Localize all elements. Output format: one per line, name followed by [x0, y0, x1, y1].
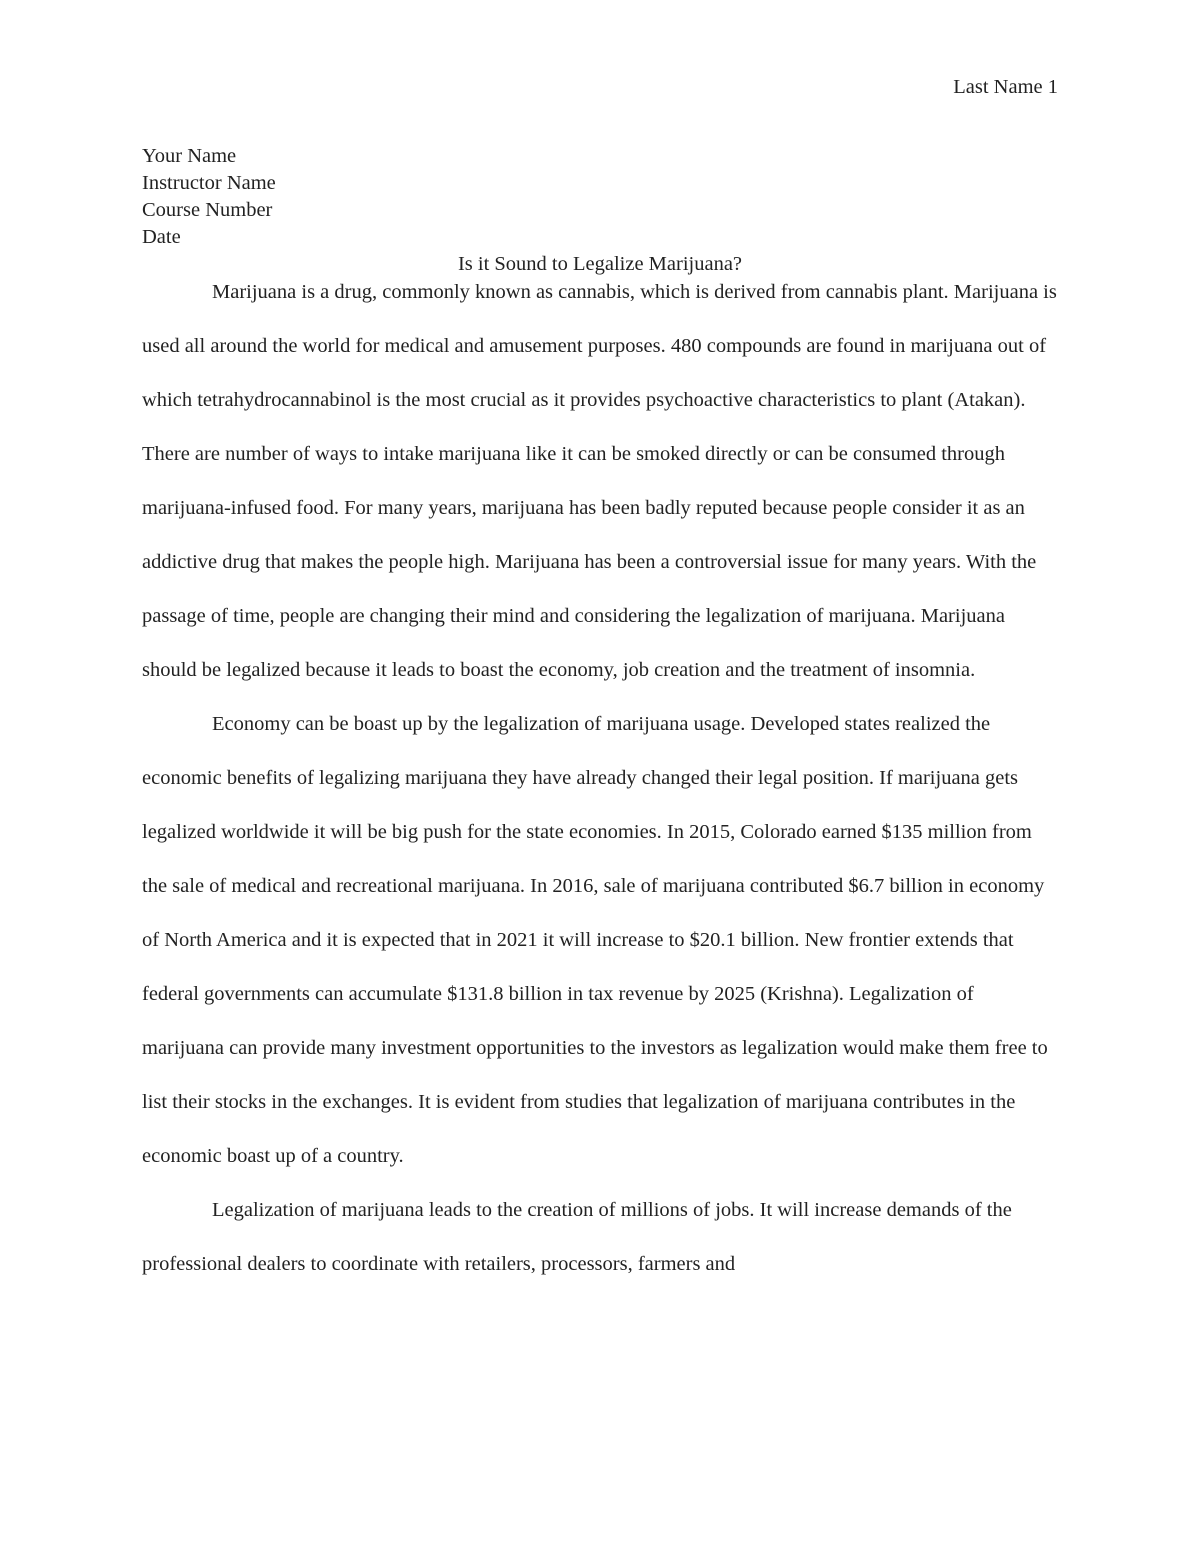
course-number: Course Number [142, 199, 273, 221]
essay-title: Is it Sound to Legalize Marijuana? [457, 253, 743, 275]
body-paragraph-intro: Marijuana is a drug, commonly known as cannabis, which is derived from cannabis plant. Marijuana is used all around the world for medical and amusement purposes. 480 compounds are found in marijuana out of which tetrahydrocannabinol is the most crucial as it provides psychoactive characteristics to plant (Atakan). There are number of ways to intake marijuana like it can be smoked directly or can be consumed through marijuana-infused food. For many years, marijuana has been badly reputed because people consider it as an addictive drug that makes the people high. Marijuana has been a controversial issue for many years. With the passage of time, people are changing their mind and considering the legalization of marijuana. Marijuana should be legalized because it leads to boast the economy, job creation and the treatment of insomnia. [142, 281, 1057, 681]
student-name: Your Name [142, 145, 237, 167]
running-head: Last Name 1 [953, 76, 1058, 98]
essay-body [142, 278, 1060, 1291]
mla-heading-block [142, 143, 276, 251]
body-paragraph-jobs: Legalization of marijuana leads to the creation of millions of jobs. It will increase demands of the professional dealers to coordinate with retailers, processors, farmers and [142, 1199, 1012, 1275]
instructor-name: Instructor Name [142, 172, 276, 194]
date-line: Date [142, 226, 181, 248]
body-paragraph-economy: Economy can be boast up by the legalization of marijuana usage. Developed states realized the economic benefits of legalizing marijuana they have already changed their legal position. If marijuana gets legalized worldwide it will be big push for the state economies. In 2015, Colorado earned $135 million from the sale of medical and recreational marijuana. In 2016, sale of marijuana contributed $6.7 billion in economy of North America and it is expected that in 2021 it will increase to $20.1 billion. New frontier extends that federal governments can accumulate $131.8 billion in tax revenue by 2025 (Krishna). Legalization of marijuana can provide many investment opportunities to the investors as legalization would make them free to list their stocks in the exchanges. It is evident from studies that legalization of marijuana contributes in the economic boast up of a country. [142, 713, 1048, 1167]
